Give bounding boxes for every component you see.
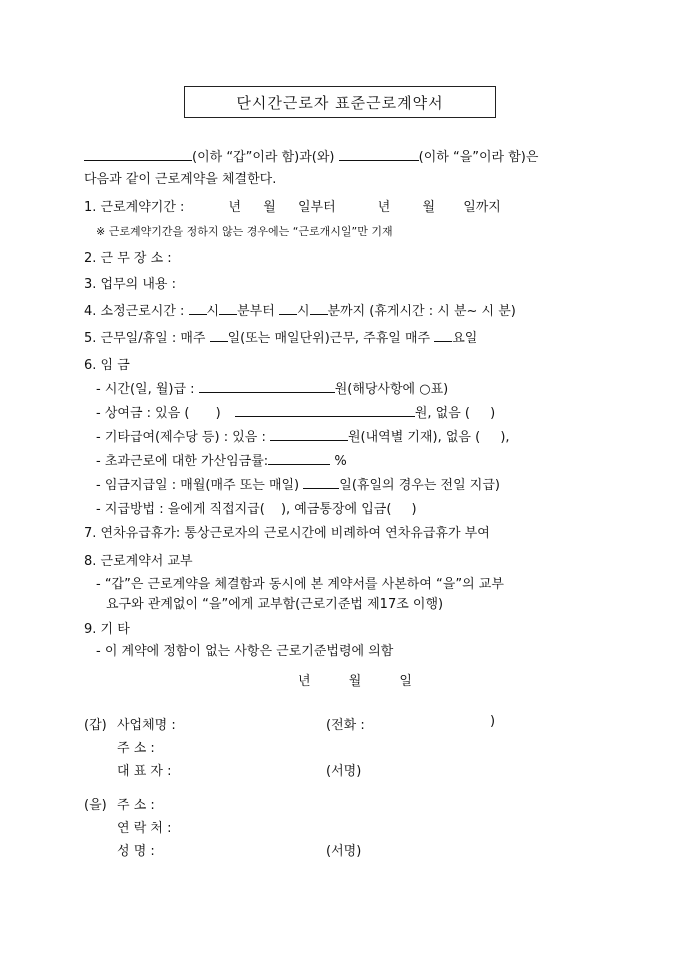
date-month: 월 [348, 674, 362, 689]
item1-month1: 월 [263, 200, 276, 215]
item-job-description: 3. 업무의 내용 : [84, 277, 176, 292]
bonus-label: - 상여금 : 있음 ( [96, 406, 190, 421]
item-annual-leave: 7. 연차유급휴가: 통상근로자의 근로시간에 비례하여 연차유급휴가 부여 [84, 526, 490, 541]
payment-bank: ), 예금통장에 입금( [280, 502, 392, 517]
item5-mid: 일(또는 매일단위)근무, 주휴일 매주 [227, 331, 431, 346]
intro-line-2: 다음과 같이 근로계약을 체결한다. [84, 172, 277, 187]
item4-until: 분까지 (휴게시간 : 시 분~ 시 분) [327, 304, 516, 319]
bonus-close: ) [215, 406, 221, 421]
employer-signature[interactable]: (서명) [326, 764, 362, 779]
employee-contact-label: 연 락 처 : [117, 821, 172, 836]
bonus-none-close: ) [490, 406, 496, 421]
party-a-blank[interactable] [84, 148, 192, 161]
employee-name-label: 성 명 : [117, 844, 155, 859]
wage-amount-blank[interactable] [199, 380, 335, 393]
employee-tag: (을) [84, 798, 107, 813]
weekly-holiday-blank[interactable] [434, 329, 452, 342]
item8-line-2: 요구와 관계없이 “을”에게 교부함(근로기준법 제17조 이행) [106, 597, 444, 612]
item1-day1: 일부터 [297, 200, 336, 215]
wage-other [96, 426, 510, 445]
item1-year1: 년 [228, 200, 242, 215]
item1-month2: 월 [422, 200, 436, 215]
overtime-rate-blank[interactable] [268, 452, 330, 465]
item-contract-delivery-label: 8. 근로계약서 교부 [84, 554, 193, 569]
employer-phone-open: (전화 : [326, 718, 365, 733]
item4-from: 분부터 [237, 304, 275, 319]
item4-hour1: 시 [206, 304, 220, 319]
title-text: 단시간근로자 표준근로계약서 [236, 93, 444, 112]
end-hour-blank[interactable] [279, 302, 297, 315]
employer-tag: (갑) [84, 718, 107, 733]
document-title [184, 86, 496, 118]
item-workplace: 2. 근 무 장 소 : [84, 251, 172, 266]
intro-line-1 [84, 146, 538, 165]
employee-signature[interactable]: (서명) [326, 844, 362, 859]
payday-label: - 임금지급일 : 매월(매주 또는 매일) [96, 478, 300, 493]
intro-party-b-text: (이하 “을”이라 함)은 [418, 150, 539, 165]
item5-label: 5. 근무일/휴일 : 매주 [84, 331, 206, 346]
intro-party-a-text: (이하 “갑”이라 함)과(와) [192, 150, 335, 165]
payday-note: 일(휴일의 경우는 전일 지급) [339, 478, 500, 493]
item1-day2: 일까지 [463, 200, 501, 215]
other-pay-blank[interactable] [270, 428, 348, 441]
wage-hourly [96, 378, 448, 397]
item1-note: ※ 근로계약기간을 정하지 않는 경우에는 “근로개시일”만 기재 [96, 225, 393, 238]
payment-close: ) [411, 502, 417, 517]
wage-hourly-unit: 원(해당사항에 ○표) [334, 382, 449, 397]
wage-payment-method [96, 498, 417, 517]
workdays-blank[interactable] [210, 329, 228, 342]
bonus-none: 원, 없음 ( [414, 406, 470, 421]
payday-blank[interactable] [303, 476, 339, 489]
item4-hour2: 시 [296, 304, 310, 319]
item5-end: 요일 [452, 331, 478, 346]
item1-year2: 년 [377, 200, 391, 215]
employer-representative-label: 대 표 자 : [117, 764, 172, 779]
start-hour-blank[interactable] [189, 302, 207, 315]
other-pay-close: ), [500, 430, 510, 445]
item1-label: 1. 근로계약기간 : [84, 200, 185, 215]
employee-address-label: 주 소 : [117, 798, 155, 813]
item-wage-label: 6. 임 금 [84, 358, 130, 373]
item-other-label: 9. 기 타 [84, 622, 130, 637]
employer-phone-close: ) [490, 714, 496, 729]
overtime-percent: % [334, 454, 347, 469]
date-day: 일 [399, 674, 412, 689]
overtime-label: - 초과근로에 대한 가산임금률: [96, 454, 269, 469]
bonus-amount-blank[interactable] [235, 404, 415, 417]
wage-payday [96, 474, 500, 493]
payment-direct: - 지급방법 : 을에게 직접지급( [96, 502, 265, 517]
other-pay-label: - 기타급여(제수당 등) : 있음 : [96, 430, 266, 445]
item-working-hours [84, 300, 516, 319]
item-workdays [84, 327, 477, 346]
item9-line-1: - 이 계약에 정함이 없는 사항은 근로기준법령에 의함 [96, 644, 394, 659]
wage-overtime [96, 450, 347, 469]
party-b-blank[interactable] [339, 148, 419, 161]
item-contract-period [84, 196, 501, 215]
other-pay-detail: 원(내역별 기재), 없음 ( [347, 430, 481, 445]
contract-date [298, 670, 412, 689]
employer-name-label: 사업체명 : [117, 718, 176, 733]
end-minute-blank[interactable] [310, 302, 328, 315]
wage-hourly-label: - 시간(일, 월)급 : [96, 382, 195, 397]
wage-bonus [96, 402, 495, 421]
start-minute-blank[interactable] [219, 302, 237, 315]
item8-line-1: - “갑”은 근로계약을 체결함과 동시에 본 계약서를 사본하여 “을”의 교부 [96, 577, 504, 592]
employer-address-label: 주 소 : [117, 741, 155, 756]
date-year: 년 [298, 674, 311, 689]
item4-label: 4. 소정근로시간 : [84, 304, 185, 319]
